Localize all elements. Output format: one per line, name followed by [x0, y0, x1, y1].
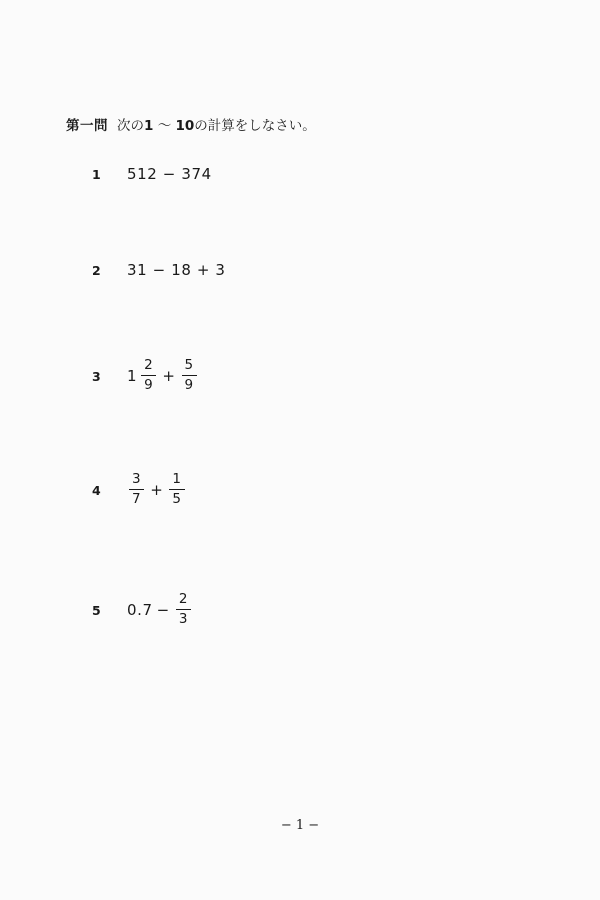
whole-number: 1 [127, 366, 138, 385]
page-number: − 1 − [280, 818, 320, 833]
denominator: 3 [178, 611, 189, 627]
problem-expression: 31 − 18 + 3 [127, 261, 226, 279]
fraction [182, 358, 197, 393]
operator: + [162, 366, 176, 385]
range-separator: ～ [153, 118, 176, 134]
fraction [169, 472, 184, 507]
problem-number: 2 [92, 263, 101, 278]
operator: + [150, 480, 164, 499]
problem-number: 3 [92, 369, 101, 384]
question-label: 第一問 [66, 118, 108, 134]
instruction-prefix: 次の [117, 118, 144, 134]
problem-expression: 512 − 374 [127, 165, 212, 183]
problem-expression [127, 592, 193, 627]
problem-number: 1 [92, 167, 101, 182]
operator: − [156, 600, 170, 619]
problem-number: 5 [92, 603, 101, 618]
problem-expression [127, 472, 187, 507]
numerator: 5 [182, 358, 197, 376]
denominator: 9 [144, 377, 154, 393]
numerator: 1 [169, 472, 184, 490]
denominator: 7 [132, 491, 142, 507]
question-heading [66, 118, 316, 134]
numerator: 2 [176, 592, 191, 610]
problem-number: 4 [92, 483, 101, 498]
range-start: 1 [144, 118, 154, 134]
question-instruction [117, 118, 316, 134]
decimal-number: 0.7 [127, 600, 153, 619]
fraction [129, 472, 144, 507]
instruction-suffix: の計算をしなさい。 [194, 118, 316, 134]
fraction [176, 592, 191, 627]
problem-expression [127, 358, 199, 393]
denominator: 5 [172, 491, 182, 507]
denominator: 9 [184, 377, 194, 393]
fraction [141, 358, 156, 393]
numerator: 2 [141, 358, 156, 376]
numerator: 3 [129, 472, 144, 490]
range-end: 10 [175, 118, 195, 134]
